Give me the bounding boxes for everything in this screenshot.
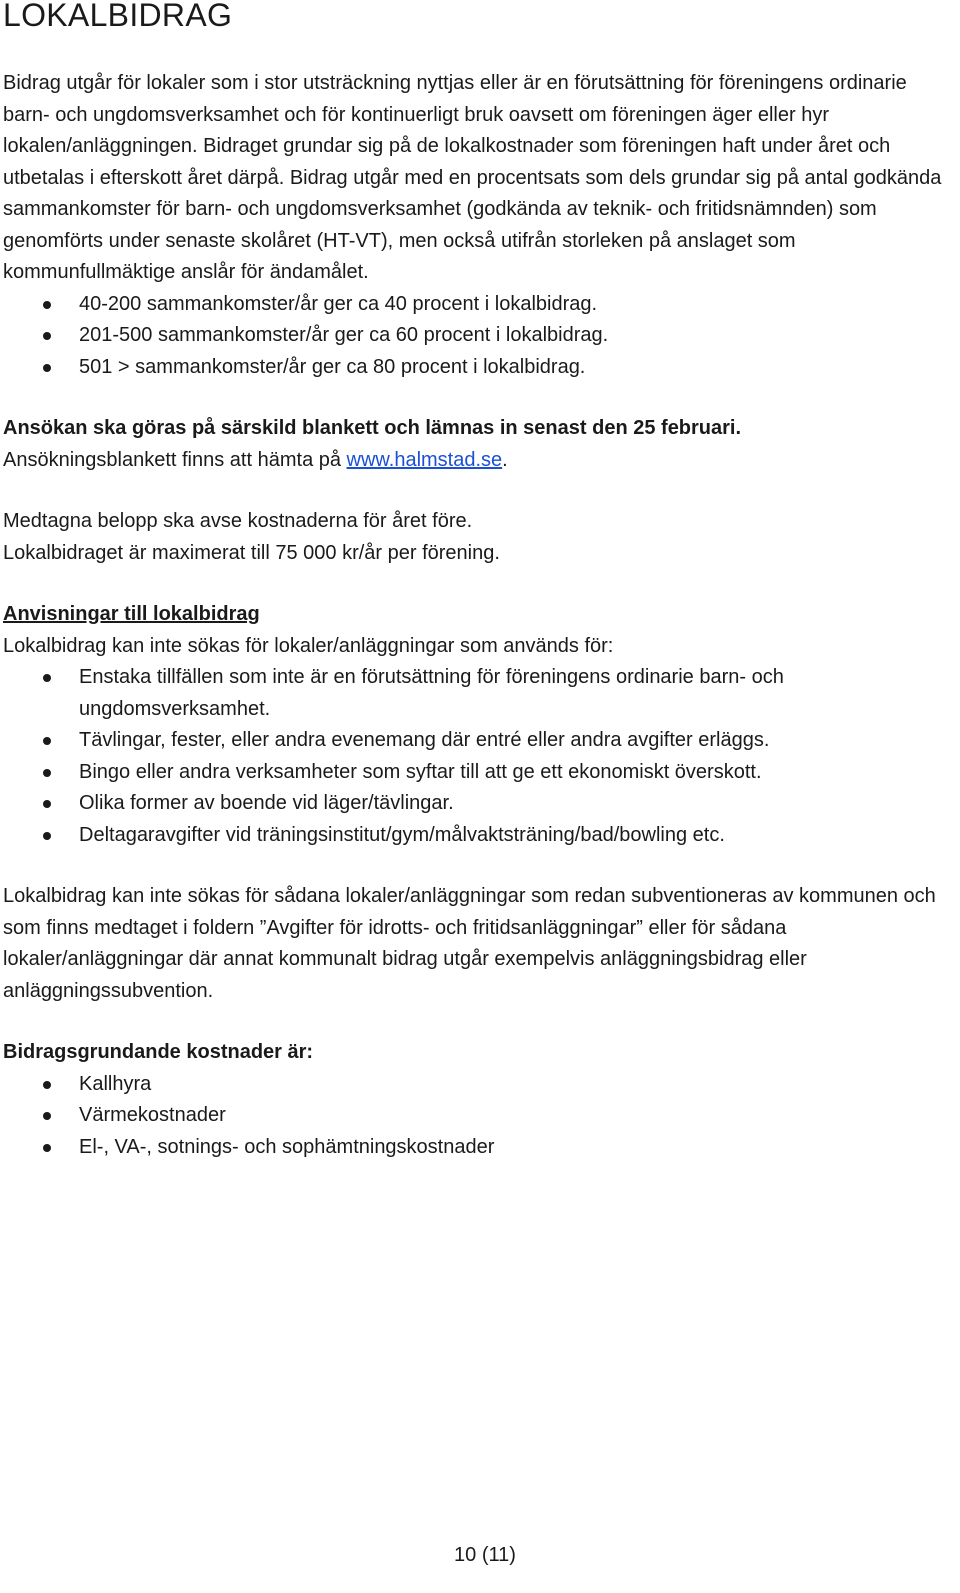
application-deadline: Ansökan ska göras på särskild blankett och lämnas in senast den 25 februari. xyxy=(3,417,742,439)
list-item: 201-500 sammankomster/år ger ca 60 procent i lokalbidrag. xyxy=(3,320,953,352)
intro-paragraph: Bidrag utgår för lokaler som i stor utsträckning nyttjas eller är en förutsättning för föreningens ordinarie barn- och ungdomsverksamhet och för kontinuerligt bruk oavsett om föreningen äger eller hyr lokalen/anläggningen. Bidraget grundar sig på de lokalkostnader som föreningen haft under året och utbetalas i efterskott året därpå. Bidrag utgår med en procentsats som dels grundar sig på antal godkända sammankomster för barn- och ungdomsverksamhet (godkända av teknik- och fritidsnämnden) som genomförts under senaste skolåret (HT-VT), men också utifrån storleken på anslaget som kommunfullmäktige anslår för ändamålet. xyxy=(3,72,942,283)
costs-list xyxy=(3,1069,953,1164)
list-item: Tävlingar, fester, eller andra evenemang där entré eller andra avgifter erläggs. xyxy=(3,725,953,757)
list-item: Värmekostnader xyxy=(3,1100,953,1132)
page-number: 10 (11) xyxy=(454,1544,516,1566)
application-form-line xyxy=(3,445,953,477)
document-page xyxy=(3,0,953,1163)
application-form-prefix: Ansökningsblankett finns att hämta på xyxy=(3,448,347,471)
instructions-lead: Lokalbidrag kan inte sökas för lokaler/anläggningar som används för: xyxy=(3,634,614,657)
amounts-line-2: Lokalbidraget är maximerat till 75 000 kr/år per förening. xyxy=(3,541,500,564)
amounts-line-1: Medtagna belopp ska avse kostnaderna för året före. xyxy=(3,510,473,532)
list-item: El-, VA-, sotnings- och sophämtningskostnader xyxy=(3,1132,953,1164)
list-item: 501 > sammankomster/år ger ca 80 procent i lokalbidrag. xyxy=(3,352,953,384)
list-item: Enstaka tillfällen som inte är en förutsättning för föreningens ordinarie barn- och ungdomsverksamhet. xyxy=(3,662,953,725)
list-item: 40-200 sammankomster/år ger ca 40 procent i lokalbidrag. xyxy=(3,289,953,321)
list-item: Olika former av boende vid läger/tävlingar. xyxy=(3,788,953,820)
subsidized-paragraph: Lokalbidrag kan inte sökas för sådana lokaler/anläggningar som redan subventioneras av kommunen och som finns medtaget i foldern ”Avgifter för idrotts- och fritidsanläggningar” eller för sådana lokaler/anläggningar där annat kommunalt bidrag utgår exempelvis anläggningsbidrag eller anläggningssubvention. xyxy=(3,885,936,1002)
costs-heading: Bidragsgrundande kostnader är: xyxy=(3,1041,314,1063)
instructions-heading: Anvisningar till lokalbidrag xyxy=(3,603,260,625)
page-title: LOKALBIDRAG xyxy=(3,0,233,33)
exclusions-list xyxy=(3,662,953,851)
list-item: Deltagaravgifter vid träningsinstitut/gym/målvaktsträning/bad/bowling etc. xyxy=(3,820,953,852)
application-form-suffix: . xyxy=(502,448,508,471)
rates-list xyxy=(3,289,953,384)
halmstad-link[interactable]: www.halmstad.se xyxy=(346,448,503,471)
list-item: Bingo eller andra verksamheter som syftar till att ge ett ekonomiskt överskott. xyxy=(3,757,953,789)
list-item: Kallhyra xyxy=(3,1069,953,1101)
